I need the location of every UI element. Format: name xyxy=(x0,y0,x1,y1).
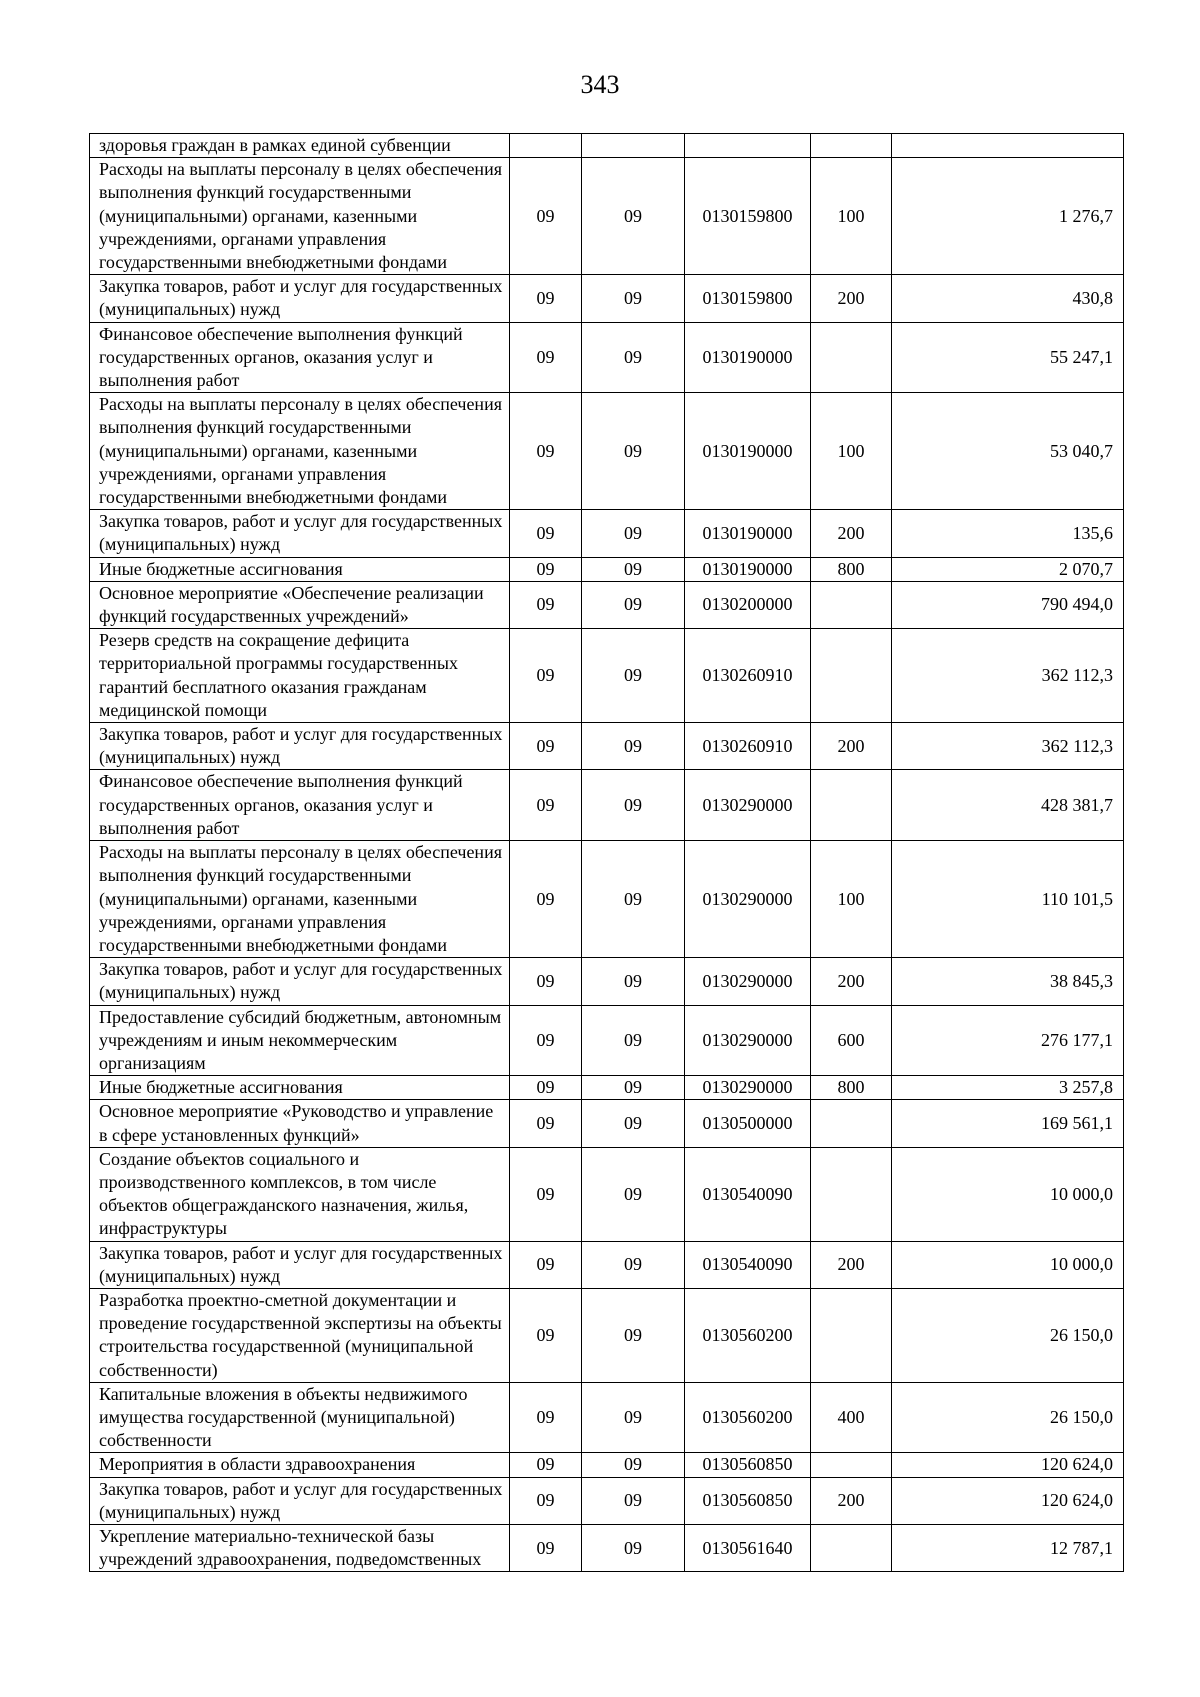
target-article-cell: 0130540090 xyxy=(685,1147,811,1241)
subsection-code-cell: 09 xyxy=(582,393,685,510)
expense-type-cell xyxy=(811,1453,892,1477)
amount-cell: 3 257,8 xyxy=(892,1076,1124,1100)
section-code-cell: 09 xyxy=(510,275,582,322)
table-row xyxy=(90,393,1124,510)
amount-cell: 169 561,1 xyxy=(892,1100,1124,1147)
section-code-cell: 09 xyxy=(510,393,582,510)
budget-table-body xyxy=(90,134,1124,1572)
section-code-cell xyxy=(510,134,582,158)
expense-name-cell: Основное мероприятие «Обеспечение реализации функций государственных учреждений» xyxy=(90,581,510,628)
table-row xyxy=(90,322,1124,393)
expense-name-cell: Капитальные вложения в объекты недвижимого имущества государственной (муниципальной) собственности xyxy=(90,1382,510,1453)
expense-name-cell: Основное мероприятие «Руководство и управление в сфере установленных функций» xyxy=(90,1100,510,1147)
subsection-code-cell: 09 xyxy=(582,581,685,628)
section-code-cell: 09 xyxy=(510,723,582,770)
target-article-cell: 0130190000 xyxy=(685,322,811,393)
expense-name-cell: здоровья граждан в рамках единой субвенции xyxy=(90,134,510,158)
target-article-cell: 0130260910 xyxy=(685,723,811,770)
amount-cell: 428 381,7 xyxy=(892,770,1124,841)
section-code-cell: 09 xyxy=(510,158,582,275)
expense-type-cell: 200 xyxy=(811,275,892,322)
section-code-cell: 09 xyxy=(510,770,582,841)
subsection-code-cell: 09 xyxy=(582,322,685,393)
amount-cell: 10 000,0 xyxy=(892,1241,1124,1288)
target-article-cell xyxy=(685,134,811,158)
table-row xyxy=(90,1477,1124,1524)
expense-type-cell xyxy=(811,581,892,628)
table-row xyxy=(90,581,1124,628)
subsection-code-cell xyxy=(582,134,685,158)
expense-name-cell: Резерв средств на сокращение дефицита территориальной программы государственных гарантий бесплатного оказания гражданам медицинской помощи xyxy=(90,629,510,723)
target-article-cell: 0130540090 xyxy=(685,1241,811,1288)
table-row xyxy=(90,770,1124,841)
amount-cell: 120 624,0 xyxy=(892,1477,1124,1524)
section-code-cell: 09 xyxy=(510,629,582,723)
section-code-cell: 09 xyxy=(510,1147,582,1241)
expense-type-cell xyxy=(811,134,892,158)
target-article-cell: 0130290000 xyxy=(685,841,811,958)
expense-name-cell: Закупка товаров, работ и услуг для государственных (муниципальных) нужд xyxy=(90,510,510,557)
expense-type-cell: 800 xyxy=(811,557,892,581)
expense-type-cell: 200 xyxy=(811,1241,892,1288)
section-code-cell: 09 xyxy=(510,1524,582,1571)
target-article-cell: 0130500000 xyxy=(685,1100,811,1147)
table-row xyxy=(90,1382,1124,1453)
expense-name-cell: Закупка товаров, работ и услуг для государственных (муниципальных) нужд xyxy=(90,275,510,322)
table-row xyxy=(90,1100,1124,1147)
section-code-cell: 09 xyxy=(510,841,582,958)
table-row xyxy=(90,557,1124,581)
subsection-code-cell: 09 xyxy=(582,841,685,958)
expense-name-cell: Предоставление субсидий бюджетным, автономным учреждениям и иным некоммерческим организациям xyxy=(90,1005,510,1076)
table-row xyxy=(90,1005,1124,1076)
subsection-code-cell: 09 xyxy=(582,1147,685,1241)
expense-type-cell: 600 xyxy=(811,1005,892,1076)
expense-type-cell: 200 xyxy=(811,958,892,1005)
subsection-code-cell: 09 xyxy=(582,1241,685,1288)
amount-cell: 55 247,1 xyxy=(892,322,1124,393)
page-number: 343 xyxy=(580,70,620,99)
table-row xyxy=(90,958,1124,1005)
expense-type-cell: 100 xyxy=(811,158,892,275)
subsection-code-cell: 09 xyxy=(582,275,685,322)
expense-name-cell: Закупка товаров, работ и услуг для государственных (муниципальных) нужд xyxy=(90,723,510,770)
expense-name-cell: Финансовое обеспечение выполнения функций государственных органов, оказания услуг и выполнения работ xyxy=(90,770,510,841)
target-article-cell: 0130561640 xyxy=(685,1524,811,1571)
expense-type-cell: 100 xyxy=(811,393,892,510)
amount-cell: 12 787,1 xyxy=(892,1524,1124,1571)
table-row xyxy=(90,510,1124,557)
target-article-cell: 0130560850 xyxy=(685,1453,811,1477)
subsection-code-cell: 09 xyxy=(582,1453,685,1477)
section-code-cell: 09 xyxy=(510,510,582,557)
target-article-cell: 0130560850 xyxy=(685,1477,811,1524)
amount-cell: 135,6 xyxy=(892,510,1124,557)
expense-type-cell xyxy=(811,1147,892,1241)
subsection-code-cell: 09 xyxy=(582,1076,685,1100)
target-article-cell: 0130290000 xyxy=(685,1076,811,1100)
section-code-cell: 09 xyxy=(510,1076,582,1100)
budget-table xyxy=(89,133,1124,1572)
target-article-cell: 0130290000 xyxy=(685,958,811,1005)
section-code-cell: 09 xyxy=(510,1100,582,1147)
expense-type-cell xyxy=(811,322,892,393)
amount-cell: 10 000,0 xyxy=(892,1147,1124,1241)
expense-name-cell: Расходы на выплаты персоналу в целях обеспечения выполнения функций государственными (муниципальными) органами, казенными учреждениями, органами управления государственными внебюджетными фондами xyxy=(90,393,510,510)
subsection-code-cell: 09 xyxy=(582,158,685,275)
table-row xyxy=(90,1147,1124,1241)
expense-name-cell: Укрепление материально-технической базы учреждений здравоохранения, подведомственных xyxy=(90,1524,510,1571)
expense-name-cell: Закупка товаров, работ и услуг для государственных (муниципальных) нужд xyxy=(90,958,510,1005)
table-row xyxy=(90,1076,1124,1100)
section-code-cell: 09 xyxy=(510,557,582,581)
target-article-cell: 0130560200 xyxy=(685,1382,811,1453)
target-article-cell: 0130190000 xyxy=(685,393,811,510)
section-code-cell: 09 xyxy=(510,958,582,1005)
expense-type-cell xyxy=(811,629,892,723)
amount-cell: 362 112,3 xyxy=(892,723,1124,770)
subsection-code-cell: 09 xyxy=(582,557,685,581)
target-article-cell: 0130190000 xyxy=(685,557,811,581)
section-code-cell: 09 xyxy=(510,1453,582,1477)
amount-cell: 26 150,0 xyxy=(892,1288,1124,1382)
subsection-code-cell: 09 xyxy=(582,1288,685,1382)
table-row xyxy=(90,1241,1124,1288)
section-code-cell: 09 xyxy=(510,1005,582,1076)
subsection-code-cell: 09 xyxy=(582,510,685,557)
table-row xyxy=(90,158,1124,275)
expense-name-cell: Мероприятия в области здравоохранения xyxy=(90,1453,510,1477)
subsection-code-cell: 09 xyxy=(582,1477,685,1524)
subsection-code-cell: 09 xyxy=(582,629,685,723)
subsection-code-cell: 09 xyxy=(582,1382,685,1453)
table-row xyxy=(90,723,1124,770)
amount-cell: 362 112,3 xyxy=(892,629,1124,723)
amount-cell: 430,8 xyxy=(892,275,1124,322)
target-article-cell: 0130159800 xyxy=(685,275,811,322)
section-code-cell: 09 xyxy=(510,1288,582,1382)
amount-cell: 38 845,3 xyxy=(892,958,1124,1005)
expense-name-cell: Закупка товаров, работ и услуг для государственных (муниципальных) нужд xyxy=(90,1477,510,1524)
target-article-cell: 0130290000 xyxy=(685,770,811,841)
section-code-cell: 09 xyxy=(510,1382,582,1453)
expense-type-cell xyxy=(811,770,892,841)
expense-type-cell: 200 xyxy=(811,510,892,557)
amount-cell: 26 150,0 xyxy=(892,1382,1124,1453)
table-row xyxy=(90,1288,1124,1382)
expense-name-cell: Расходы на выплаты персоналу в целях обеспечения выполнения функций государственными (муниципальными) органами, казенными учреждениями, органами управления государственными внебюджетными фондами xyxy=(90,841,510,958)
target-article-cell: 0130200000 xyxy=(685,581,811,628)
expense-name-cell: Создание объектов социального и производственного комплексов, в том числе объектов общегражданского назначения, жилья, инфраструктуры xyxy=(90,1147,510,1241)
expense-type-cell xyxy=(811,1288,892,1382)
expense-name-cell: Иные бюджетные ассигнования xyxy=(90,1076,510,1100)
table-row xyxy=(90,1453,1124,1477)
amount-cell: 120 624,0 xyxy=(892,1453,1124,1477)
table-row xyxy=(90,275,1124,322)
expense-name-cell: Финансовое обеспечение выполнения функций государственных органов, оказания услуг и выполнения работ xyxy=(90,322,510,393)
table-row xyxy=(90,841,1124,958)
target-article-cell: 0130560200 xyxy=(685,1288,811,1382)
section-code-cell: 09 xyxy=(510,1477,582,1524)
section-code-cell: 09 xyxy=(510,322,582,393)
table-row xyxy=(90,134,1124,158)
section-code-cell: 09 xyxy=(510,1241,582,1288)
expense-name-cell: Разработка проектно-сметной документации и проведение государственной экспертизы на объекты строительства государственной (муниципальной собственности) xyxy=(90,1288,510,1382)
amount-cell: 2 070,7 xyxy=(892,557,1124,581)
section-code-cell: 09 xyxy=(510,581,582,628)
expense-type-cell: 800 xyxy=(811,1076,892,1100)
amount-cell xyxy=(892,134,1124,158)
subsection-code-cell: 09 xyxy=(582,1100,685,1147)
table-row xyxy=(90,1524,1124,1571)
amount-cell: 110 101,5 xyxy=(892,841,1124,958)
subsection-code-cell: 09 xyxy=(582,1524,685,1571)
target-article-cell: 0130290000 xyxy=(685,1005,811,1076)
expense-name-cell: Закупка товаров, работ и услуг для государственных (муниципальных) нужд xyxy=(90,1241,510,1288)
amount-cell: 53 040,7 xyxy=(892,393,1124,510)
subsection-code-cell: 09 xyxy=(582,723,685,770)
expense-name-cell: Иные бюджетные ассигнования xyxy=(90,557,510,581)
expense-name-cell: Расходы на выплаты персоналу в целях обеспечения выполнения функций государственными (муниципальными) органами, казенными учреждениями, органами управления государственными внебюджетными фондами xyxy=(90,158,510,275)
target-article-cell: 0130190000 xyxy=(685,510,811,557)
amount-cell: 790 494,0 xyxy=(892,581,1124,628)
amount-cell: 1 276,7 xyxy=(892,158,1124,275)
amount-cell: 276 177,1 xyxy=(892,1005,1124,1076)
expense-type-cell xyxy=(811,1524,892,1571)
target-article-cell: 0130159800 xyxy=(685,158,811,275)
expense-type-cell: 400 xyxy=(811,1382,892,1453)
table-row xyxy=(90,629,1124,723)
target-article-cell: 0130260910 xyxy=(685,629,811,723)
expense-type-cell: 200 xyxy=(811,1477,892,1524)
subsection-code-cell: 09 xyxy=(582,1005,685,1076)
subsection-code-cell: 09 xyxy=(582,958,685,1005)
expense-type-cell xyxy=(811,1100,892,1147)
subsection-code-cell: 09 xyxy=(582,770,685,841)
expense-type-cell: 200 xyxy=(811,723,892,770)
expense-type-cell: 100 xyxy=(811,841,892,958)
